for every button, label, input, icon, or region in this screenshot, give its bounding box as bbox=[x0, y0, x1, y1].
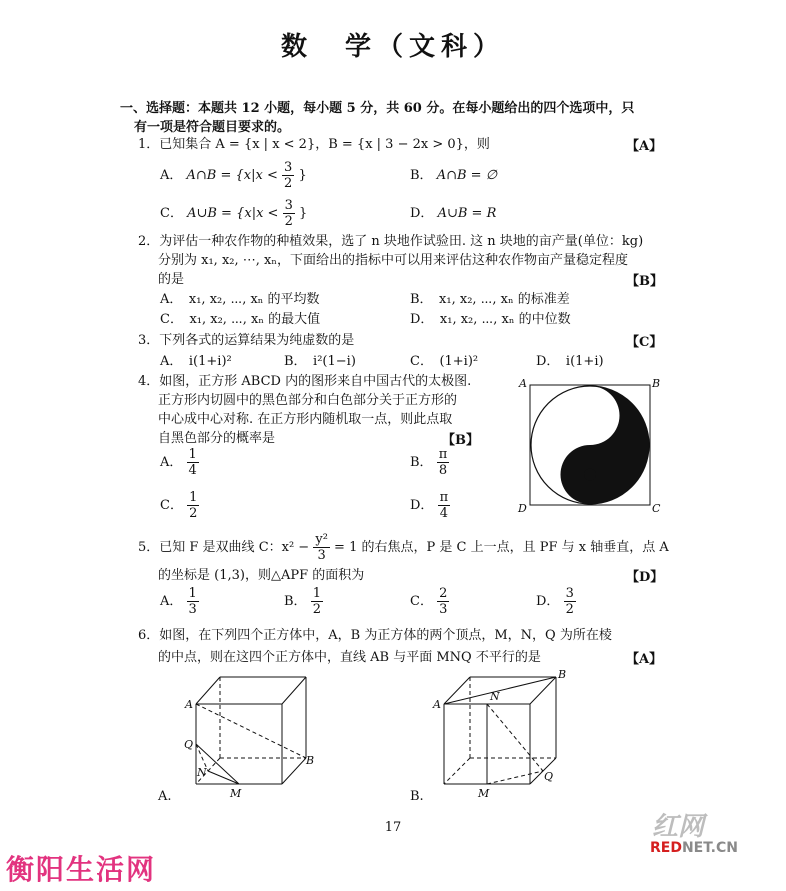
q3-option-c: C． (1+i)² bbox=[410, 354, 479, 369]
q2-line-2: 分别为 x₁, x₂, ⋯, xₙ，下面给出的指标中可以用来评估这种农作物亩产量稳定程度 bbox=[158, 253, 628, 268]
label-b: B bbox=[652, 377, 661, 390]
cube-a-label-q: Q bbox=[184, 738, 194, 751]
cube-figure-b bbox=[404, 668, 576, 804]
rednet-logo: REDNET.CN bbox=[650, 840, 738, 856]
q4-line-3: 中心成中心对称. 在正方形内随机取一点，则此点取 bbox=[158, 412, 453, 427]
q2-line-3: 的是 bbox=[158, 272, 185, 287]
q4-option-b: B． $\frac{\pi}{8}$ bbox=[410, 447, 448, 478]
q2-option-a: A． x₁, x₂, ⋯, xₙ 的平均数 bbox=[160, 292, 320, 307]
q1-c-fraction: $\frac{3}{2}$ bbox=[284, 198, 293, 229]
cube-b-label-n: N bbox=[490, 690, 500, 703]
q1-option-c: C． A∪B = {x|x < $\frac{3}{2}$ } bbox=[160, 198, 308, 229]
cube-b-option-label: B. bbox=[410, 789, 424, 804]
q1-option-a: A． A∩B = {x|x < $\frac{3}{2}$ } bbox=[160, 160, 307, 191]
q1-option-d: D． A∪B = R bbox=[410, 206, 497, 221]
label-c: C bbox=[652, 502, 661, 514]
q4-line-2: 正方形内切圆中的黑色部分和白色部分关于正方形的 bbox=[158, 393, 458, 408]
q5-option-a: A． $\frac{1}{3}$ bbox=[160, 586, 197, 617]
site-watermark: 衡阳生活网 bbox=[6, 853, 157, 886]
section-line-1: 一、选择题：本题共 12 小题，每小题 5 分，共 60 分。在每小题给出的四个选项中，只 bbox=[120, 101, 635, 116]
page-number: 17 bbox=[384, 820, 402, 835]
q4-line-1: 4．如图，正方形 ABCD 内的图形来自中国古代的太极图. bbox=[138, 374, 472, 389]
taiji-figure bbox=[516, 374, 662, 514]
q5-option-c: C． $\frac{2}{3}$ bbox=[410, 586, 448, 617]
q3-answer: 【C】 bbox=[626, 335, 663, 350]
q3-option-d: D． i(1+i) bbox=[536, 354, 604, 369]
q4-option-d: D． $\frac{\pi}{4}$ bbox=[410, 490, 449, 521]
q1-answer: 【A】 bbox=[626, 139, 663, 154]
q3-option-b: B． i²(1−i) bbox=[284, 354, 356, 369]
q2-line-1: 2．为评估一种农作物的种植效果，选了 n 块地作试验田. 这 n 块地的亩产量(单位：kg) bbox=[138, 234, 644, 249]
q1-option-b: B． A∩B = ∅ bbox=[410, 168, 498, 183]
cube-a-label-m: M bbox=[230, 787, 242, 800]
cube-b-label-a: A bbox=[433, 698, 441, 711]
q4-option-a: A． $\frac{1}{4}$ bbox=[160, 447, 197, 478]
paper-title: 数 学（文科） bbox=[280, 32, 505, 62]
q5-option-b: B． $\frac{1}{2}$ bbox=[284, 586, 321, 617]
section-heading bbox=[120, 99, 634, 137]
q5-line-2: 的坐标是 (1,3)，则△APF 的面积为 bbox=[158, 568, 365, 583]
label-d: D bbox=[518, 502, 527, 514]
q6-answer: 【A】 bbox=[626, 652, 663, 667]
q6-line-2: 的中点，则在这四个正方体中，直线 AB 与平面 MNQ 不平行的是 bbox=[158, 650, 541, 665]
cube-b-label-b: B bbox=[558, 668, 567, 681]
taiji-black-dot bbox=[584, 469, 596, 481]
q6-line-1: 6．如图，在下列四个正方体中，A，B 为正方体的两个顶点，M，N，Q 为所在棱 bbox=[138, 628, 612, 643]
q5-option-d: D． $\frac{3}{2}$ bbox=[536, 586, 574, 617]
cube-a-label-a: A bbox=[185, 698, 193, 711]
cube-a-label-b: B bbox=[306, 754, 315, 767]
q5-answer: 【D】 bbox=[626, 570, 664, 585]
cube-a-label-n: N bbox=[197, 766, 207, 779]
cube-figure-a bbox=[154, 672, 324, 804]
q4-option-c: C． $\frac{1}{2}$ bbox=[160, 490, 198, 521]
label-a: A bbox=[519, 377, 527, 390]
q1-stem: 1．已知集合 A = {x | x < 2}，B = {x | 3 − 2x > 0}，则 bbox=[138, 137, 490, 152]
section-line-2: 有一项是符合题目要求的。 bbox=[134, 120, 291, 135]
taiji-white-dot bbox=[584, 410, 596, 422]
cube-b-label-m: M bbox=[478, 787, 490, 800]
q2-option-d: D． x₁, x₂, ⋯, xₙ 的中位数 bbox=[410, 312, 571, 327]
cube-a-option-label: A. bbox=[158, 789, 172, 804]
q5-fraction: $\frac{\text{y²}}{3}$ bbox=[315, 532, 328, 563]
q2-answer: 【B】 bbox=[626, 274, 663, 289]
q3-option-a: A． i(1+i)² bbox=[160, 354, 232, 369]
q2-option-c: C． x₁, x₂, ⋯, xₙ 的最大值 bbox=[160, 312, 321, 327]
q1-a-fraction: $\frac{3}{2}$ bbox=[284, 160, 293, 191]
q3-stem: 3．下列各式的运算结果为纯虚数的是 bbox=[138, 333, 355, 348]
q4-line-4: 自黑色部分的概率是 bbox=[158, 431, 276, 446]
q5-stem: 5．已知 F 是双曲线 C：x² − $\frac{\text{y²}}{3}$ = 1 的右焦点，P 是 C 上一点，且 PF 与 x 轴垂直，点 A bbox=[138, 532, 669, 563]
cube-b-label-q: Q bbox=[544, 770, 554, 783]
q4-answer: 【B】 bbox=[442, 433, 479, 448]
rednet-logo-cn: 红网 bbox=[652, 812, 705, 842]
q2-option-b: B． x₁, x₂, ⋯, xₙ 的标准差 bbox=[410, 292, 570, 307]
